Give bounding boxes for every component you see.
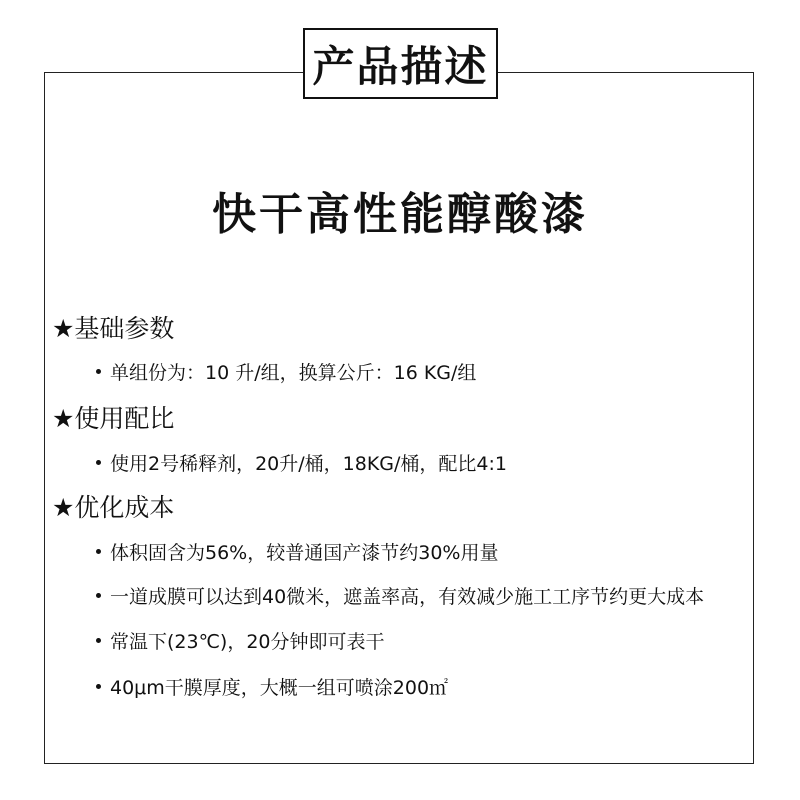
- list-item: [92, 627, 385, 654]
- list-item-text: 使用2号稀释剂，20升/桶，18KG/桶，配比4:1: [110, 453, 508, 475]
- list-item: [92, 673, 448, 700]
- section-heading-mix-ratio: ★使用配比: [52, 404, 175, 433]
- section-heading-basic-params: ★基础参数: [52, 314, 175, 343]
- list-item: [92, 449, 507, 476]
- section-header-label: 产品描述: [303, 28, 498, 99]
- list-item: [92, 538, 498, 565]
- list-item: [92, 358, 476, 385]
- list-item-text: 体积固含为56%，较普通国产漆节约30%用量: [110, 542, 499, 564]
- bullet-dot-icon: [96, 549, 101, 554]
- product-title: 快干高性能醇酸漆: [212, 189, 588, 240]
- bullet-dot-icon: [96, 593, 101, 598]
- bullet-dot-icon: [96, 638, 101, 643]
- bullet-dot-icon: [96, 460, 101, 465]
- list-item-text: 一道成膜可以达到40微米，遮盖率高，有效减少施工工序节约更大成本: [110, 586, 705, 608]
- list-item: [92, 582, 704, 609]
- section-heading-cost-optimization: ★优化成本: [52, 493, 175, 522]
- list-item-text: 40μm干膜厚度，大概一组可喷涂200㎡: [110, 677, 449, 699]
- list-item-text: 单组份为：10 升/组，换算公斤：16 KG/组: [110, 362, 477, 384]
- bullet-dot-icon: [96, 369, 101, 374]
- list-item-text: 常温下(23℃)，20分钟即可表干: [110, 631, 385, 653]
- bullet-dot-icon: [96, 684, 101, 689]
